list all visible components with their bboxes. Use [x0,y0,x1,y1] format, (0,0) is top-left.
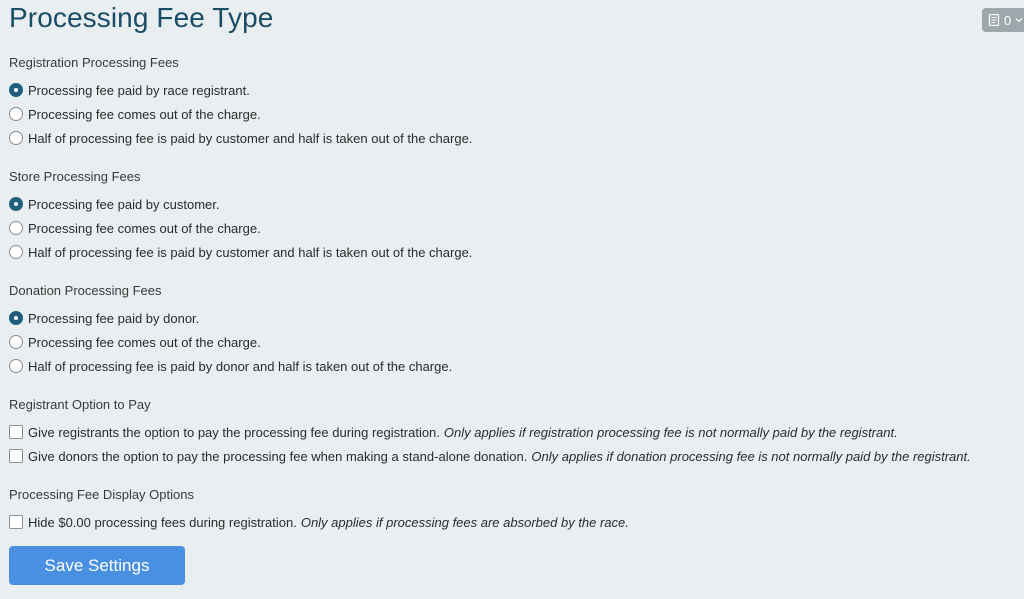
radio-button[interactable] [9,197,23,211]
checkbox[interactable] [9,449,23,463]
radio-button[interactable] [9,311,23,325]
radio-button[interactable] [9,359,23,373]
checkbox[interactable] [9,515,23,529]
option-label: Half of processing fee is paid by customer and half is taken out of the charge. [28,244,473,260]
option-label: Processing fee comes out of the charge. [28,220,261,236]
hide-zero-fees-checkbox-row[interactable] [9,510,1019,534]
section-title: Store Processing Fees [9,169,141,184]
radio-button[interactable] [9,245,23,259]
option-label: Give donors the option to pay the processing fee when making a stand-alone donation. [28,448,528,464]
donation-option-donor-pays[interactable] [9,306,1019,330]
option-label: Processing fee comes out of the charge. [28,106,261,122]
option-label: Give registrants the option to pay the processing fee during registration. [28,424,440,440]
store-option-split[interactable] [9,240,1019,264]
option-label: Processing fee paid by customer. [28,196,220,212]
radio-button[interactable] [9,131,23,145]
donor-pay-option-checkbox-row[interactable] [9,444,1019,468]
radio-button[interactable] [9,221,23,235]
option-label: Processing fee paid by donor. [28,310,200,326]
donation-option-split[interactable] [9,354,1019,378]
option-note: Only applies if processing fees are absorbed by the race. [300,514,629,530]
store-option-out-of-charge[interactable] [9,216,1019,240]
settings-form [9,54,1019,552]
donation-fees-section [9,282,1019,378]
section-title: Registration Processing Fees [9,55,179,70]
registrant-pay-option-checkbox-row[interactable] [9,420,1019,444]
option-label: Processing fee paid by race registrant. [28,82,250,98]
radio-button[interactable] [9,83,23,97]
chevron-down-icon [1015,17,1023,23]
notes-count: 0 [1004,12,1012,28]
display-options-section [9,486,1019,534]
radio-button[interactable] [9,335,23,349]
option-label: Processing fee comes out of the charge. [28,334,261,350]
registration-option-split[interactable] [9,126,1019,150]
option-label: Half of processing fee is paid by customer and half is taken out of the charge. [28,130,473,146]
store-fees-section [9,168,1019,264]
save-settings-button[interactable]: Save Settings [9,546,185,585]
page-title: Processing Fee Type [9,2,274,33]
notes-icon [988,14,1000,26]
donation-option-out-of-charge[interactable] [9,330,1019,354]
registrant-option-section [9,396,1019,468]
registration-option-out-of-charge[interactable] [9,102,1019,126]
section-title: Processing Fee Display Options [9,487,194,502]
checkbox[interactable] [9,425,23,439]
registration-fees-section [9,54,1019,150]
option-note: Only applies if registration processing fee is not normally paid by the registrant. [443,424,898,440]
store-option-customer-pays[interactable] [9,192,1019,216]
section-title: Registrant Option to Pay [9,397,151,412]
notes-dropdown-button[interactable] [982,8,1024,32]
option-note: Only applies if donation processing fee is not normally paid by the registrant. [531,448,971,464]
radio-button[interactable] [9,107,23,121]
registration-option-registrant-pays[interactable] [9,78,1019,102]
section-title: Donation Processing Fees [9,283,162,298]
option-label: Half of processing fee is paid by donor and half is taken out of the charge. [28,358,453,374]
option-label: Hide $0.00 processing fees during registration. [28,514,297,530]
